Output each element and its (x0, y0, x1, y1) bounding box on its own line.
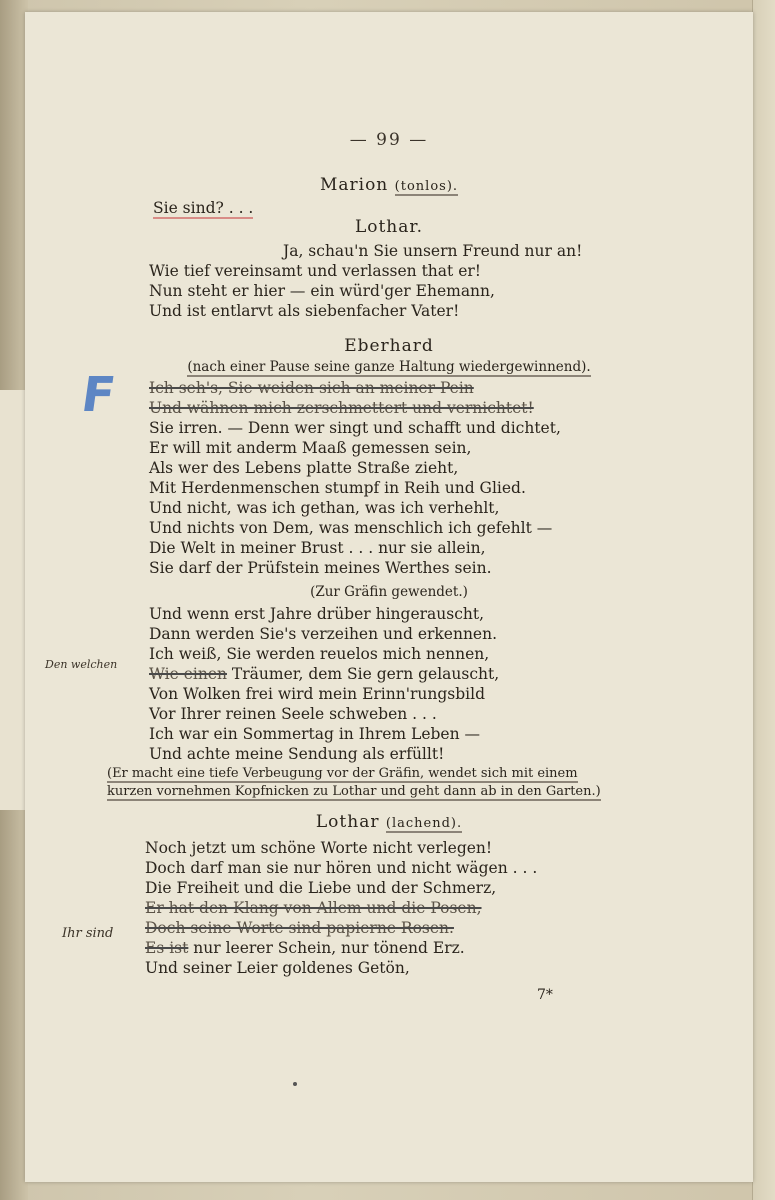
verse-line: Nun steht er hier — ein würd'ger Ehemann, (149, 282, 495, 300)
speaker-name: Marion (319, 175, 389, 195)
verse-line: Dann werden Sie's verzeihen und erkennen. (149, 625, 498, 643)
verse-text: Träumer, dem Sie gern gelauscht, (226, 665, 500, 683)
struck-words: Es ist (145, 939, 189, 957)
ink-dot (293, 1082, 297, 1086)
verse-text: Sie sind? . . . (153, 199, 254, 217)
page-number: — 99 — (349, 130, 429, 150)
margin-note: Ihr sind (62, 926, 114, 941)
book-page (25, 12, 753, 1182)
stage-direction-text: kurzen vornehmen Kopfnicken zu Lothar und geht dann ab in den Garten.) (107, 784, 601, 799)
struck-verse-line: Ich seh's, Sie weiden sich an meiner Pein (149, 379, 474, 397)
verse-line: Als wer des Lebens platte Straße zieht, (149, 459, 459, 477)
stage-direction-text: (nach einer Pause seine ganze Haltung wiedergewinnend). (187, 359, 591, 375)
verse-line: Noch jetzt um schöne Worte nicht verlegen! (145, 839, 493, 857)
verse-line: Und achte meine Sendung als erfüllt! (149, 745, 445, 763)
verse-line (153, 198, 253, 218)
signature-mark: 7* (537, 987, 553, 1003)
verse-line: Und ist entlarvt als siebenfacher Vater! (149, 302, 460, 320)
verse-line: Und nichts von Dem, was menschlich ich gefehlt — (149, 519, 553, 537)
struck-verse-line: Doch seine Worte sind papierne Rosen. (145, 919, 454, 937)
stage-direction-line (107, 782, 601, 802)
verse-line (145, 938, 465, 958)
stage-direction (25, 357, 753, 377)
right-sheet-edge (752, 0, 775, 1200)
struck-words: Wie einen (149, 665, 227, 683)
blue-pencil-mark: F (78, 367, 119, 423)
verse-line: Und nicht, was ich gethan, was ich verhehlt, (149, 499, 500, 517)
speaker-name: Lothar (315, 812, 380, 832)
verse-line: Mit Herdenmenschen stumpf in Reih und Glied. (149, 479, 526, 497)
stage-direction: (tonlos). (394, 179, 459, 194)
stage-direction-text: (Er macht eine tiefe Verbeugung vor der Gräfin, wendet sich mit einem (107, 766, 578, 781)
margin-note: Den welchen (45, 658, 118, 671)
verse-line: Ich weiß, Sie werden reuelos mich nennen, (149, 645, 490, 663)
stage-direction: (Zur Gräfin gewendet.) (310, 584, 468, 600)
paper-tab (0, 390, 27, 810)
speaker-marion (25, 175, 753, 197)
verse-line: Die Freiheit und die Liebe und der Schmerz, (145, 879, 497, 897)
verse-line (149, 664, 499, 684)
verse-line: Sie darf der Prüfstein meines Werthes sein. (149, 559, 492, 577)
verse-line: Die Welt in meiner Brust . . . nur sie allein, (149, 539, 486, 557)
verse-line: Sie irren. — Denn wer singt und schafft und dichtet, (149, 419, 561, 437)
verse-line: Ich war ein Sommertag in Ihrem Leben — (149, 725, 480, 743)
verse-line: Und seiner Leier goldenes Getön, (145, 959, 410, 977)
verse-line: Vor Ihrer reinen Seele schweben . . . (149, 705, 437, 723)
verse-line: Er will mit anderm Maaß gemessen sein, (149, 439, 472, 457)
stage-direction: (lachend). (385, 816, 463, 831)
stage-direction-line (107, 764, 578, 784)
verse-text: nur leerer Schein, nur tönend Erz. (188, 939, 465, 957)
verse-line: Wie tief vereinsamt und verlassen that er! (149, 262, 482, 280)
verse-line: Und wenn erst Jahre drüber hingerauscht, (149, 605, 485, 623)
struck-verse-line: Er hat den Klang von Allem und die Posen, (145, 899, 482, 917)
struck-verse-line: Und wähnen mich zerschmettert und vernichtet! (149, 399, 534, 417)
speaker-lothar (25, 812, 753, 834)
verse-line: Von Wolken frei wird mein Erinn'rungsbild (149, 685, 485, 703)
verse-line: Ja, schau'n Sie unsern Freund nur an! (283, 242, 583, 260)
verse-line: Doch darf man sie nur hören und nicht wägen . . . (145, 859, 538, 877)
speaker-eberhard: Eberhard (344, 336, 434, 356)
speaker-lothar: Lothar. (354, 217, 424, 237)
